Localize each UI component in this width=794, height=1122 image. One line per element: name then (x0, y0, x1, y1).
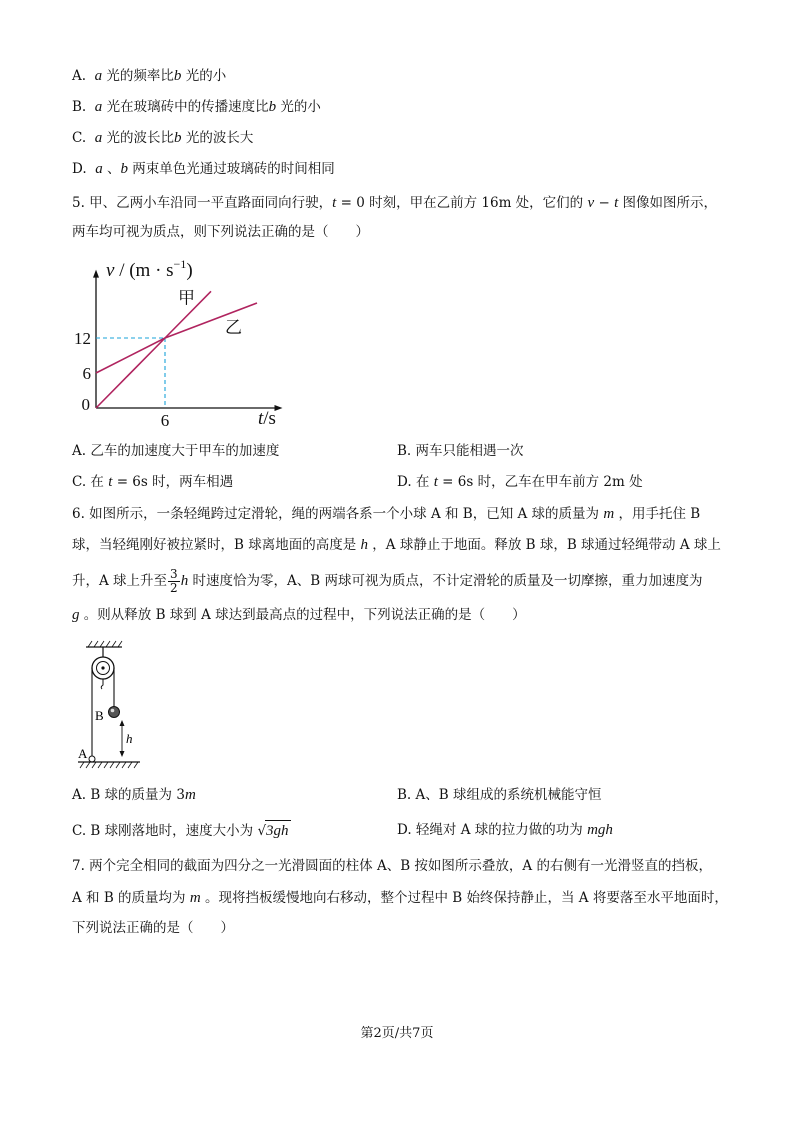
q5-option-d: D. 在 t = 6s 时，乙车在甲车前方 2m 处 (397, 474, 643, 490)
y-axis-label: $v / (m \cdot s^{-1})$ (106, 257, 193, 281)
q7-stem-line2: A 和 B 的质量均为 m 。现将挡板缓慢地向右移动，整个过程中 B 始终保持静止，当 A 将要落至水平地面时， (72, 890, 728, 906)
q6-stem-line1: 6. 如图所示，一条轻绳跨过定滑轮，绳的两端各系一个小球 A 和 B，已知 A 球的质量为 m ，用手托住 B (72, 506, 701, 522)
ball-b (109, 707, 120, 718)
q7-stem-line1: 7. 两个完全相同的截面为四分之一光滑圆面的柱体 A、B 按如图所示叠放，A 的右侧有一光滑竖直的挡板， (72, 858, 712, 874)
ball-a (89, 756, 95, 762)
q6-option-b: B. A、B 球组成的系统机械能守恒 (397, 787, 602, 803)
q6-stem-line2: 球，当轻绳刚好被拉紧时，B 球离地面的高度是 h ，A 球静止于地面。释放 B 球，B 球通过轻绳带动 A 球上 (72, 537, 721, 553)
y-tick-label-2: 12 (74, 329, 91, 348)
q4-option-c: C. a 光的波长比b 光的波长大 (72, 130, 254, 146)
x-tick-label: 6 (160, 411, 170, 430)
q4-option-a: A. a 光的频率比b 光的小 (72, 68, 227, 84)
page-footer: 第2页/共7页 (360, 1026, 434, 1041)
q5-option-c: C. 在 t = 6s 时，两车相遇 (72, 474, 234, 490)
series-label-1: 甲 (178, 288, 195, 308)
y-axis-arrow (93, 270, 99, 278)
label-a: A (78, 746, 88, 761)
q6-stem-line4: g 。则从释放 B 球到 A 球达到最高点的过程中，下列说法正确的是（ ） (72, 607, 526, 623)
q5-option-a: A. 乙车的加速度大于甲车的加速度 (72, 443, 280, 459)
origin-label: 0 (81, 395, 90, 414)
y-tick-label-1: 6 (82, 364, 91, 383)
q6-option-c: C. B 球刚落地时，速度大小为 √3gh (72, 820, 291, 841)
vt-graph (68, 250, 298, 430)
q5-option-b: B. 两车只能相遇一次 (397, 443, 524, 459)
series-line-1 (96, 291, 211, 408)
q6-option-a: A. B 球的质量为 3m (72, 787, 196, 803)
sqrt-sign: √ (257, 823, 267, 839)
pulley-diagram (72, 640, 152, 774)
chart-labels (74, 257, 276, 430)
q7-stem-line3: 下列说法正确的是（ ） (72, 920, 234, 936)
q6-option-d: D. 轻绳对 A 球的拉力做的功为 mgh (397, 822, 613, 838)
q4-option-b: B. a 光在玻璃砖中的传播速度比b 光的小 (72, 99, 321, 115)
q6-stem-line3: 升，A 球上升至 $\frac{3}{2}$ h 时速度恰为零，A、B 两球可视为质点，不计定滑轮的质量及一切摩擦，重力加速度为 (72, 567, 703, 595)
q4-option-d: D. a 、b 两束单色光通过玻璃砖的时间相同 (72, 161, 335, 177)
q5-stem-line2: 两车均可视为质点，则下列说法正确的是（ ） (72, 224, 369, 240)
q5-stem-line1: 5. 甲、乙两小车沿同一平直路面同向行驶，t = 0 时刻，甲在乙前方 16m 处，它们的 v − t 图像如图所示， (72, 195, 718, 211)
fraction-3-2: $\frac{3}{2}$ (170, 567, 178, 595)
x-axis-label: t/s (258, 408, 276, 429)
label-b: B (95, 708, 104, 723)
chart-series (96, 291, 257, 408)
series-label-2: 乙 (225, 318, 242, 337)
label-h: h (126, 731, 133, 746)
